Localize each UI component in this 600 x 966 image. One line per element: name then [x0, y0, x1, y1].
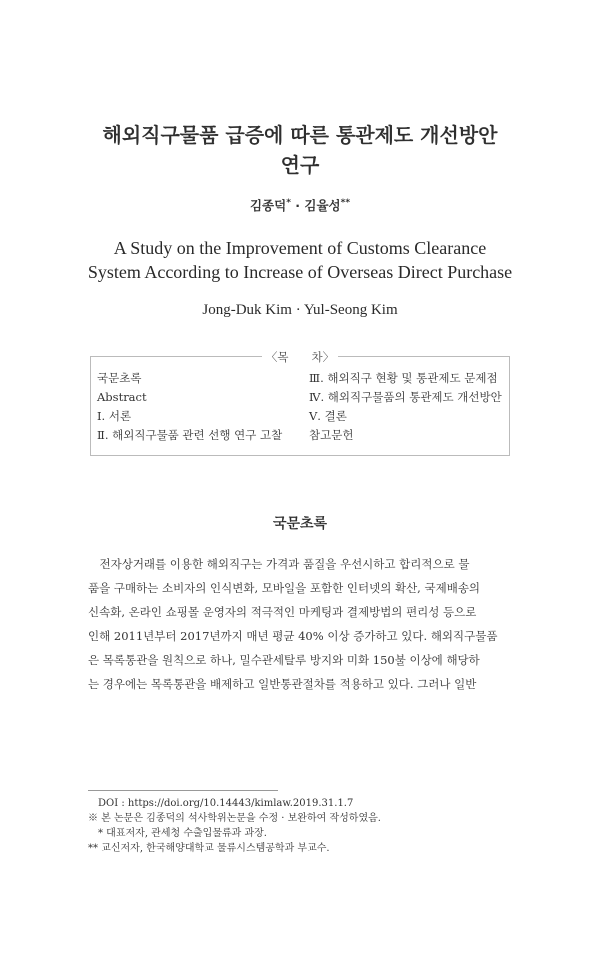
korean-title [0, 120, 600, 180]
toc-right-column [309, 369, 509, 445]
footnote-first-author: * 대표저자, 관세청 수출입물류과 과장. [88, 828, 267, 839]
abstract-line: 인해 2011년부터 2017년까지 매년 평균 40% 이상 증가하고 있다. 해외직구물품 [88, 629, 498, 643]
table-of-contents [90, 350, 510, 456]
abstract-line: 품을 구매하는 소비자의 인식변화, 모바일을 포함한 인터넷의 확산, 국제배송의 [88, 581, 481, 595]
toc-item: Ⅱ. 해외직구물품 관련 선행 연구 고찰 [97, 428, 283, 442]
toc-item: Ⅰ. 서론 [97, 409, 132, 423]
korean-authors [0, 196, 600, 214]
footnote-corresponding-author: ** 교신저자, 한국해양대학교 물류시스템공학과 부교수. [88, 843, 330, 854]
english-title-line-1: A Study on the Improvement of Customs Clearance [113, 238, 487, 258]
footnotes [88, 796, 518, 856]
abstract-line: 은 목록통관을 원칙으로 하나, 밀수관세탈루 방지와 미화 150불 이상에 해당하 [88, 653, 480, 667]
english-authors: Jong-Duk Kim · Yul-Seong Kim [202, 302, 398, 318]
footnote-divider [88, 790, 278, 791]
korean-title-line-2: 연구 [280, 153, 320, 177]
abstract-heading: 국문초록 [272, 516, 328, 532]
toc-left-column [97, 369, 307, 445]
doi-link[interactable]: DOI : https://doi.org/10.14443/kimlaw.2019.31.1.7 [98, 798, 354, 809]
toc-item: Ⅲ. 해외직구 현황 및 통관제도 문제점 [309, 371, 498, 385]
author-2-mark: ** [340, 197, 351, 208]
author-2-name-ko: 김율성 [304, 198, 341, 213]
toc-heading: 〈목 차〉 [262, 350, 338, 364]
toc-item: 참고문헌 [309, 428, 354, 442]
author-separator: · [290, 198, 305, 213]
abstract-line: 전자상거래를 이용한 해외직구는 가격과 품질을 우선시하고 합리적으로 물 [88, 557, 470, 571]
author-1-mark: * [286, 197, 291, 208]
abstract-line: 는 경우에는 목록통관을 배제하고 일반통관절차를 적용하고 있다. 그러나 일반 [88, 677, 477, 691]
abstract-body [88, 552, 508, 696]
english-title [0, 236, 600, 284]
author-1-name-ko: 김종덕 [249, 198, 287, 213]
footnote-thesis: ※ 본 논문은 김종덕의 석사학위논문을 수정 · 보완하여 작성하였음. [88, 813, 381, 824]
toc-item: Ⅴ. 결론 [309, 409, 347, 423]
toc-item: 국문초록 [97, 371, 142, 385]
abstract-line: 신속화, 온라인 쇼핑몰 운영자의 적극적인 마케팅과 결제방법의 편리성 등으로 [88, 605, 477, 619]
toc-item: Ⅳ. 해외직구물품의 통관제도 개선방안 [309, 390, 502, 404]
english-title-line-2: System According to Increase of Overseas Direct Purchase [87, 262, 513, 282]
toc-item: Abstract [97, 390, 147, 404]
korean-title-line-1: 해외직구물품 급증에 따른 통관제도 개선방안 [102, 123, 498, 147]
